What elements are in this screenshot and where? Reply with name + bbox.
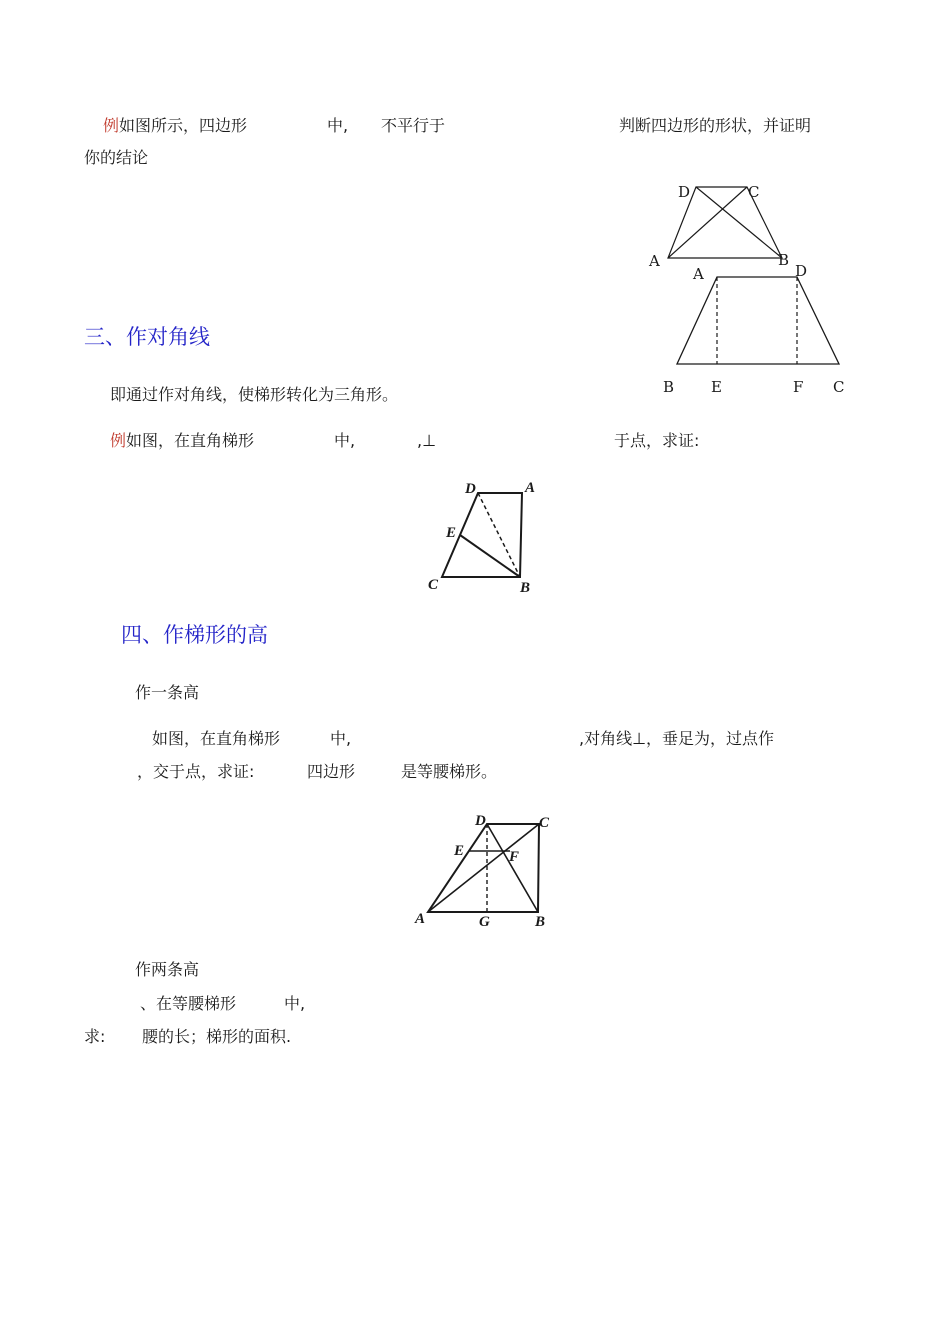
example-text: ,⊥	[417, 431, 437, 450]
example-label: 例	[110, 431, 127, 450]
subsection-title: 作两条高	[135, 960, 200, 979]
point-label: D	[475, 813, 486, 829]
point-label: F	[509, 849, 520, 865]
problem-text: 求:	[84, 1027, 106, 1046]
point-label: C	[428, 577, 439, 593]
section-heading: 四、作梯形的高	[121, 623, 268, 647]
figure-trapezoid-diagonals	[640, 178, 800, 273]
example-text: 于点，求证:	[614, 431, 700, 450]
problem-text: ,对角线⊥，垂足为，过点作	[579, 729, 775, 748]
point-label: A	[525, 480, 536, 496]
point-label: B	[663, 378, 675, 396]
point-label: B	[535, 914, 546, 930]
example-label: 例	[103, 116, 120, 135]
point-label: E	[454, 843, 465, 859]
point-label: D	[465, 481, 476, 497]
problem-text: ，交于点，求证:	[137, 762, 255, 781]
point-label: F	[793, 378, 804, 396]
diagonal-db	[487, 824, 538, 912]
section-intro: 即通过作对角线，使梯形转化为三角形。	[110, 385, 399, 404]
subsection-title: 作一条高	[135, 683, 200, 702]
problem-text: 如图，在直角梯形	[152, 729, 281, 748]
point-label: A	[649, 252, 660, 270]
point-label: D	[678, 183, 691, 201]
point-label: C	[833, 378, 845, 396]
point-label: C	[539, 815, 550, 831]
figure-trapezoid-height-diagonals	[410, 810, 570, 935]
section-heading: 三、作对角线	[84, 325, 210, 349]
diagonal-bd	[696, 187, 782, 258]
figure-trapezoid-heights	[655, 262, 855, 402]
example-text: 你的结论	[84, 148, 149, 167]
example-text: 如图所示，四边形	[119, 116, 248, 135]
point-label: A	[415, 911, 426, 927]
problem-text: 中,	[284, 994, 306, 1013]
problem-text: 腰的长；梯形的面积.	[142, 1027, 292, 1046]
point-label: C	[748, 183, 760, 201]
point-label: A	[693, 265, 704, 283]
figure-right-trapezoid	[420, 475, 550, 605]
point-label: E	[711, 378, 722, 396]
diagonal-ac	[428, 824, 539, 912]
problem-text: 、在等腰梯形	[140, 994, 237, 1013]
problem-text: 中,	[330, 729, 352, 748]
example-text: 判断四边形的形状，并证明	[619, 116, 812, 135]
example-text: 如图，在直角梯形	[126, 431, 255, 450]
point-label: B	[520, 580, 531, 596]
problem-text: 是等腰梯形。	[401, 762, 498, 781]
point-label: G	[479, 914, 490, 930]
example-text: 中,	[327, 116, 349, 135]
example-text: 不平行于	[381, 116, 446, 135]
diagonal-db	[478, 493, 520, 577]
example-text: 中,	[334, 431, 356, 450]
segment-eb	[460, 535, 520, 577]
trapezoid-outline	[677, 277, 839, 364]
point-label: E	[446, 525, 457, 541]
point-label: D	[795, 262, 808, 280]
point-label: B	[778, 251, 790, 269]
problem-text: 四边形	[307, 762, 356, 781]
